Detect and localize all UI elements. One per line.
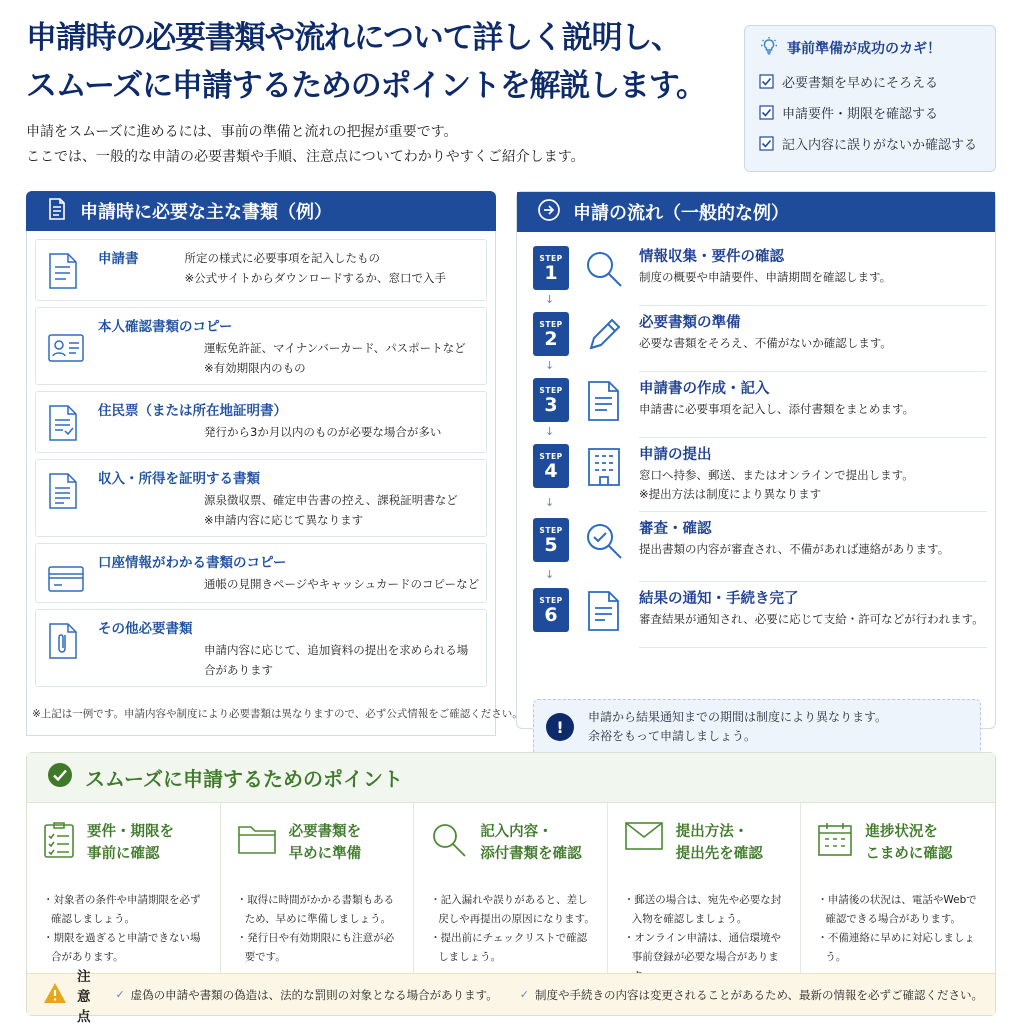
certificate-icon bbox=[48, 400, 92, 446]
bank-card-icon bbox=[48, 552, 92, 596]
point-bullet: ・対象者の条件や申請期限を必ず確認しましょう。 bbox=[43, 894, 201, 925]
tip-item bbox=[759, 128, 981, 159]
point-column bbox=[801, 803, 995, 973]
caution-text: 制度や手続きの内容は変更されることがあるため、最新の情報を必ずご確認ください。 bbox=[534, 987, 983, 1002]
caution-text: 虚偽の申請や書類の偽造は、法的な罰則の対象となる場合があります。 bbox=[130, 987, 498, 1002]
arrow-circle-icon bbox=[537, 198, 561, 227]
points-panel bbox=[26, 752, 996, 1025]
tip-item-text: 必要書類を早めにそろえる bbox=[782, 76, 939, 91]
document-desc: 発行から3か月以内のものが必要な場合が多い bbox=[204, 425, 442, 439]
step-badge bbox=[533, 588, 569, 632]
step-badge bbox=[533, 444, 569, 488]
arrow-down-icon: ↓ bbox=[545, 496, 555, 509]
document-icon bbox=[48, 248, 92, 294]
point-bullet: ・郵送の場合は、宛先や必要な封入物を確認しましょう。 bbox=[623, 894, 782, 925]
step-number: 4 bbox=[544, 459, 558, 482]
caution-item bbox=[520, 987, 983, 1003]
document-desc: ※有効期限内のもの bbox=[204, 361, 306, 375]
document-desc: 合があります bbox=[204, 663, 273, 677]
lead-text bbox=[26, 120, 738, 170]
flow-panel bbox=[516, 191, 996, 743]
step-number: 5 bbox=[544, 533, 558, 556]
point-title: 事前に確認 bbox=[87, 846, 160, 862]
point-bullet: ・発行日や有効期限にも注意が必要です。 bbox=[236, 932, 395, 963]
point-title: 進捗状況を bbox=[865, 824, 938, 840]
point-column bbox=[221, 803, 415, 973]
building-icon bbox=[569, 438, 639, 512]
check-icon: ✓ bbox=[115, 988, 125, 1001]
pencil-icon bbox=[569, 306, 639, 372]
point-title: こまめに確認 bbox=[865, 846, 953, 862]
point-column bbox=[608, 803, 802, 973]
step-desc: 制度の概要や申請要件、申請期間を確認します。 bbox=[639, 270, 892, 284]
flow-step bbox=[533, 240, 987, 306]
page-title-line2: スムーズに申請するためのポイントを解説します。 bbox=[26, 68, 706, 104]
step-label: STEP bbox=[539, 385, 563, 395]
review-icon bbox=[569, 512, 639, 582]
point-bullet: ・オンライン申請は、通信環境や事前登録が必要な場合がありま bbox=[623, 932, 781, 963]
step-number: 2 bbox=[544, 327, 558, 350]
point-title: 記入内容・ bbox=[480, 824, 553, 840]
result-document-icon bbox=[569, 582, 639, 648]
page-header bbox=[26, 14, 738, 170]
step-label: STEP bbox=[539, 451, 563, 461]
step-label: STEP bbox=[539, 253, 563, 263]
exclamation-icon: ! bbox=[546, 713, 574, 741]
lead-line1: 申請をスムーズに進めるには、事前の準備と流れの把握が重要です。 bbox=[26, 124, 458, 140]
step-title: 結果の通知・手続き完了 bbox=[639, 591, 799, 607]
document-title: 申請書 bbox=[98, 251, 139, 267]
step-desc: ※提出方法は制度により異なります bbox=[639, 487, 822, 501]
document-title: 本人確認書類のコピー bbox=[98, 319, 233, 335]
flow-info-line2: 余裕をもって申請しましょう。 bbox=[588, 729, 757, 743]
document-desc: 所定の様式に必要事項を記入したもの bbox=[184, 251, 380, 265]
point-bullet: ・不備連絡に早めに対応しましょう。 bbox=[817, 932, 975, 963]
document-title: 住民票（または所在地証明書） bbox=[98, 403, 287, 419]
point-bullet: ・取得に時間がかかる書類もあるため、早めに準備しましょう。 bbox=[236, 894, 395, 925]
check-icon: ✓ bbox=[519, 988, 529, 1001]
documents-panel bbox=[26, 191, 496, 736]
flow-info-line1: 申請から結果通知までの期間は制度により異なります。 bbox=[588, 710, 888, 724]
document-desc: 運転免許証、マイナンバーカード、パスポートなど bbox=[204, 341, 466, 355]
step-title: 情報収集・要件の確認 bbox=[639, 249, 784, 265]
step-desc: 必要な書類をそろえ、不備がないか確認します。 bbox=[639, 336, 892, 350]
point-bullet: ・提出前にチェックリストで確認しましょう。 bbox=[430, 932, 588, 963]
step-label: STEP bbox=[539, 525, 563, 535]
flow-panel-header bbox=[517, 192, 995, 232]
form-icon bbox=[569, 372, 639, 438]
document-list-icon bbox=[46, 197, 68, 226]
caution-label: 注意点 bbox=[77, 968, 91, 1025]
list-item bbox=[35, 543, 487, 603]
list-item bbox=[35, 609, 487, 687]
point-title: 提出方法・ bbox=[675, 824, 749, 840]
point-bullet: ・申請後の状況は、電話やWebで確認できる場合があります。 bbox=[817, 894, 977, 925]
document-desc: 源泉徴収票、確定申告書の控え、課税証明書など bbox=[204, 493, 458, 507]
flow-step bbox=[533, 306, 987, 372]
points-columns bbox=[27, 803, 995, 973]
lead-line2: ここでは、一般的な申請の必要書類や手順、注意点についてわかりやすくご紹介します。 bbox=[26, 149, 585, 165]
point-title: 必要書類を bbox=[288, 824, 362, 840]
tip-item bbox=[759, 66, 981, 97]
document-title: 収入・所得を証明する書類 bbox=[98, 471, 260, 487]
caution-item bbox=[115, 987, 497, 1003]
tip-header bbox=[759, 36, 981, 60]
document-desc: 通帳の見開きページやキャッシュカードのコピーなど bbox=[204, 577, 480, 591]
warning-icon bbox=[43, 982, 67, 1008]
document-title: 口座情報がわかる書類のコピー bbox=[98, 555, 287, 571]
id-card-icon bbox=[48, 316, 92, 378]
point-bullet: ・期限を過ぎると申請できない場合があります。 bbox=[43, 932, 201, 963]
flow-step bbox=[533, 512, 987, 582]
step-desc: 申請書に必要事項を記入し、添付書類をまとめます。 bbox=[639, 402, 915, 416]
document-desc: 申請内容に応じて、追加資料の提出を求められる場 bbox=[204, 643, 469, 657]
tip-item bbox=[759, 97, 981, 128]
tip-item-text: 記入内容に誤りがないか確認する bbox=[782, 138, 978, 153]
search-icon bbox=[430, 821, 468, 863]
caution-bar bbox=[27, 968, 995, 1025]
flow-panel-title: 申請の流れ（一般的な例） bbox=[573, 203, 789, 224]
flow-step bbox=[533, 438, 987, 512]
receipt-icon bbox=[48, 468, 92, 530]
documents-panel-header bbox=[26, 191, 496, 231]
arrow-down-icon: ↓ bbox=[545, 293, 555, 306]
arrow-down-icon: ↓ bbox=[545, 359, 555, 372]
point-column bbox=[414, 803, 608, 973]
tip-title: 事前準備が成功のカギ！ bbox=[787, 41, 941, 57]
list-item bbox=[35, 307, 487, 385]
flow-step bbox=[533, 582, 987, 648]
step-title: 申請書の作成・記入 bbox=[639, 381, 770, 397]
point-column bbox=[27, 803, 221, 973]
step-desc: 窓口へ持参、郵送、またはオンラインで提出します。 bbox=[639, 468, 914, 482]
page-title-line1: 申請時の必要書類や流れについて詳しく説明し、 bbox=[26, 20, 681, 56]
points-panel-header bbox=[27, 753, 995, 803]
folder-icon bbox=[237, 821, 277, 859]
flow-steps bbox=[517, 232, 995, 743]
step-number: 3 bbox=[544, 393, 558, 416]
step-badge bbox=[533, 518, 569, 562]
arrow-down-icon: ↓ bbox=[545, 568, 555, 581]
paperclip-icon bbox=[48, 618, 92, 680]
point-title: 早めに準備 bbox=[288, 846, 362, 862]
flow-step bbox=[533, 372, 987, 438]
calendar-icon bbox=[817, 821, 853, 861]
step-title: 必要書類の準備 bbox=[639, 315, 741, 331]
step-title: 申請の提出 bbox=[639, 447, 712, 463]
envelope-icon bbox=[624, 821, 664, 855]
checkbox-checked-icon bbox=[759, 105, 774, 120]
step-badge bbox=[533, 378, 569, 422]
step-badge bbox=[533, 246, 569, 290]
documents-panel-title: 申請時に必要な主な書類（例） bbox=[80, 202, 332, 223]
document-desc: ※公式サイトからダウンロードするか、窓口で入手 bbox=[184, 271, 446, 285]
list-item bbox=[35, 459, 487, 537]
arrow-down-icon: ↓ bbox=[545, 425, 555, 438]
step-desc: 提出書類の内容が審査され、不備があれば連絡があります。 bbox=[639, 542, 950, 556]
points-panel-title: スムーズに申請するためのポイント bbox=[85, 767, 403, 791]
documents-list bbox=[26, 231, 496, 736]
lightbulb-icon bbox=[759, 36, 779, 60]
checkbox-checked-icon bbox=[759, 136, 774, 151]
list-item bbox=[35, 391, 487, 453]
list-item bbox=[35, 239, 487, 301]
step-label: STEP bbox=[539, 319, 563, 329]
step-badge bbox=[533, 312, 569, 356]
step-number: 6 bbox=[544, 603, 558, 626]
tip-item-text: 申請要件・期限を確認する bbox=[782, 107, 939, 122]
point-title: 要件・期限を bbox=[87, 824, 174, 840]
documents-footnote: ※上記は一例です。申請内容や制度により必要書類は異なりますので、必ず公式情報をご確認ください。 bbox=[32, 708, 523, 720]
document-title: その他必要書類 bbox=[98, 621, 193, 637]
step-desc: 審査結果が通知され、必要に応じて支給・許可などが行われます。 bbox=[639, 612, 984, 626]
step-title: 審査・確認 bbox=[639, 521, 712, 537]
checklist-icon bbox=[43, 821, 75, 863]
check-circle-icon bbox=[47, 762, 73, 793]
step-number: 1 bbox=[544, 261, 558, 284]
point-bullet: ・記入漏れや誤りがあると、差し戻しや再提出の原因になります。 bbox=[430, 894, 595, 925]
document-desc: ※申請内容に応じて異なります bbox=[204, 513, 364, 527]
step-label: STEP bbox=[539, 595, 563, 605]
checkbox-checked-icon bbox=[759, 74, 774, 89]
tip-box bbox=[744, 25, 996, 172]
flow-info-box bbox=[533, 699, 981, 755]
point-title: 添付書類を確認 bbox=[480, 846, 582, 862]
point-title: 提出先を確認 bbox=[675, 846, 763, 862]
magnifier-icon bbox=[569, 240, 639, 306]
